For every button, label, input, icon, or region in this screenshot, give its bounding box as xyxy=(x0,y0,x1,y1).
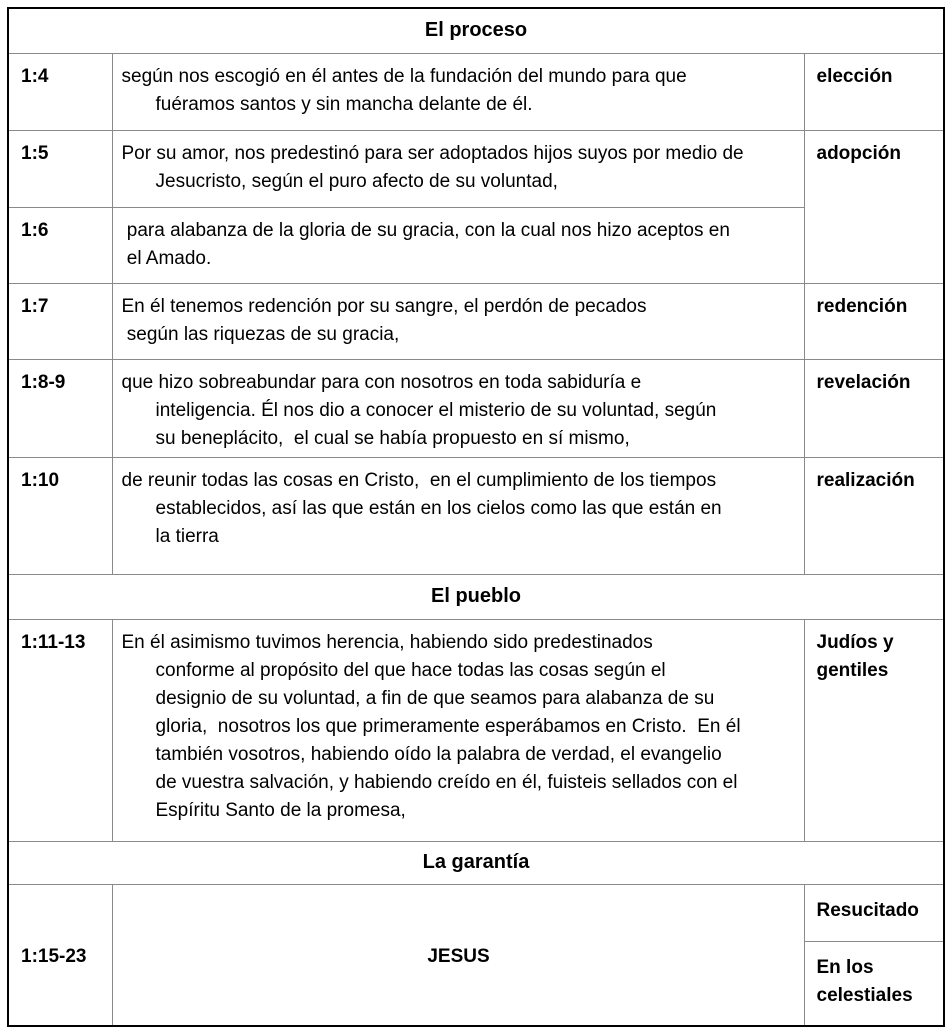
verse-text-cell xyxy=(112,53,804,130)
theme-label: En los celestiales xyxy=(804,941,944,1026)
scripture-outline-table xyxy=(7,7,945,1027)
verse-text-cell xyxy=(112,207,804,283)
verse-text-line: de reunir todas las cosas en Cristo, en el cumplimiento de los tiempos xyxy=(121,469,717,491)
verse-text-line: para alabanza de la gloria de su gracia, con la cual nos hizo aceptos en xyxy=(121,219,730,241)
verse-reference: 1:6 xyxy=(8,207,112,283)
verse-text-line: según las riquezas de su gracia, xyxy=(121,323,400,345)
verse-text-line: que hizo sobreabundar para con nosotros en toda sabiduría e xyxy=(121,371,642,393)
jesus-center-cell: JESUS xyxy=(112,884,804,1026)
theme-label: realización xyxy=(804,457,944,574)
verse-text-cell xyxy=(112,619,804,841)
verse-text-line: En él tenemos redención por su sangre, el perdón de pecados xyxy=(121,295,647,317)
verse-reference: 1:10 xyxy=(8,457,112,574)
verse-text-line: En él asimismo tuvimos herencia, habiendo sido predestinados xyxy=(121,631,653,653)
verse-text-line: la tierra xyxy=(155,525,219,547)
verse-text-line: fuéramos santos y sin mancha delante de él. xyxy=(155,93,533,115)
verse-text-line: Espíritu Santo de la promesa, xyxy=(155,799,406,821)
theme-label: Judíos y gentiles xyxy=(804,619,944,841)
verse-text-cell xyxy=(112,283,804,359)
section-header-el-proceso: El proceso xyxy=(8,8,944,53)
verse-text-cell xyxy=(112,457,804,574)
verse-text-line: establecidos, así las que están en los cielos como las que están en xyxy=(155,497,722,519)
verse-reference: 1:5 xyxy=(8,130,112,207)
section-header-el-pueblo: El pueblo xyxy=(8,574,944,619)
verse-reference: 1:4 xyxy=(8,53,112,130)
verse-text-line: inteligencia. Él nos dio a conocer el misterio de su voluntad, según xyxy=(155,399,717,421)
verse-reference: 1:11-13 xyxy=(8,619,112,841)
verse-text-cell xyxy=(112,130,804,207)
theme-label: Resucitado xyxy=(804,884,944,941)
verse-text-line: gloria, nosotros los que primeramente esperábamos en Cristo. En él xyxy=(155,715,741,737)
theme-label: revelación xyxy=(804,359,944,457)
verse-text-line: conforme al propósito del que hace todas las cosas según el xyxy=(155,659,666,681)
verse-reference: 1:15-23 xyxy=(8,884,112,1026)
verse-reference: 1:8-9 xyxy=(8,359,112,457)
verse-text-line: su beneplácito, el cual se había propuesto en sí mismo, xyxy=(155,427,630,449)
verse-text-line: Jesucristo, según el puro afecto de su voluntad, xyxy=(155,170,558,192)
theme-label: adopción xyxy=(804,130,944,283)
verse-text-line: Por su amor, nos predestinó para ser adoptados hijos suyos por medio de xyxy=(121,142,744,164)
verse-text-line: según nos escogió en él antes de la fundación del mundo para que xyxy=(121,65,687,87)
verse-text-line: designio de su voluntad, a fin de que seamos para alabanza de su xyxy=(155,687,715,709)
verse-text-line: también vosotros, habiendo oído la palabra de verdad, el evangelio xyxy=(155,743,722,765)
verse-reference: 1:7 xyxy=(8,283,112,359)
theme-label: elección xyxy=(804,53,944,130)
verse-text-line: el Amado. xyxy=(121,247,212,269)
theme-label: redención xyxy=(804,283,944,359)
verse-text-cell xyxy=(112,359,804,457)
section-header-la-garantia: La garantía xyxy=(8,841,944,884)
verse-text-line: de vuestra salvación, y habiendo creído en él, fuisteis sellados con el xyxy=(155,771,738,793)
